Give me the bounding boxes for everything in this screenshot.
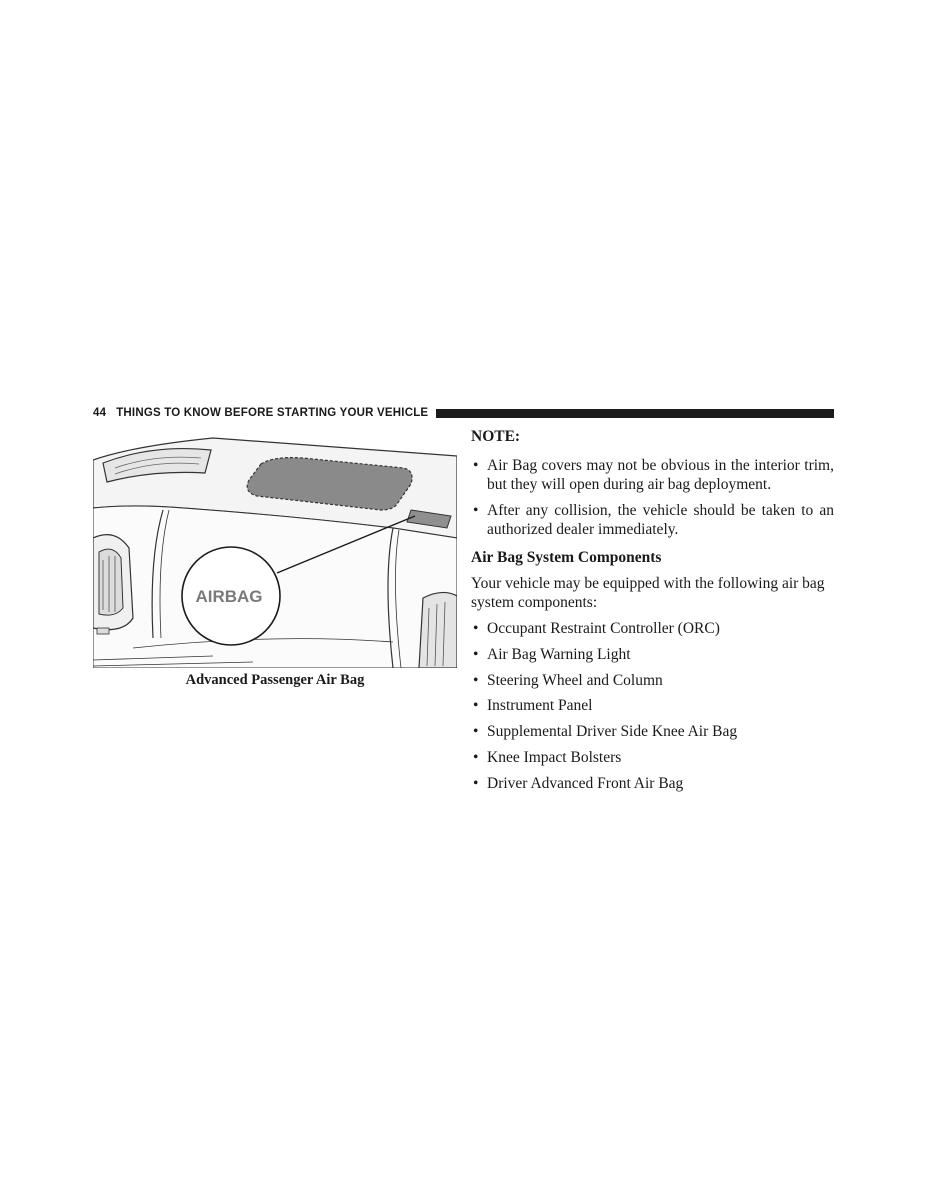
page-header: [93, 405, 834, 421]
note-label: NOTE:: [471, 428, 521, 445]
airbag-callout-label: AIRBAG: [195, 587, 263, 606]
airbag-illustration: [93, 428, 457, 668]
dashboard-drawing: [93, 428, 457, 668]
list-item: • Driver Advanced Front Air Bag: [471, 774, 834, 793]
list-item: • Air Bag Warning Light: [471, 645, 834, 664]
list-item: • Steering Wheel and Column: [471, 671, 834, 690]
components-intro: Your vehicle may be equipped with the following air bag system components:: [471, 575, 825, 611]
note-item: • Air Bag covers may not be obvious in the interior trim, but they will open during air bag deployment.: [471, 456, 834, 494]
note-item: • After any collision, the vehicle should be taken to an authorized dealer immediately.: [471, 501, 834, 539]
list-item: • Occupant Restraint Controller (ORC): [471, 619, 834, 638]
text-column: [471, 427, 834, 800]
page-number: 44: [93, 407, 107, 419]
components-list: [471, 619, 834, 793]
figure-caption: Advanced Passenger Air Bag: [185, 672, 365, 688]
header-rule: [436, 409, 834, 418]
components-heading: Air Bag System Components: [471, 549, 662, 566]
list-item: • Knee Impact Bolsters: [471, 748, 834, 767]
list-item: • Supplemental Driver Side Knee Air Bag: [471, 722, 834, 741]
section-title: THINGS TO KNOW BEFORE STARTING YOUR VEHICLE: [116, 407, 429, 419]
note-list: [471, 456, 834, 539]
list-item: • Instrument Panel: [471, 696, 834, 715]
